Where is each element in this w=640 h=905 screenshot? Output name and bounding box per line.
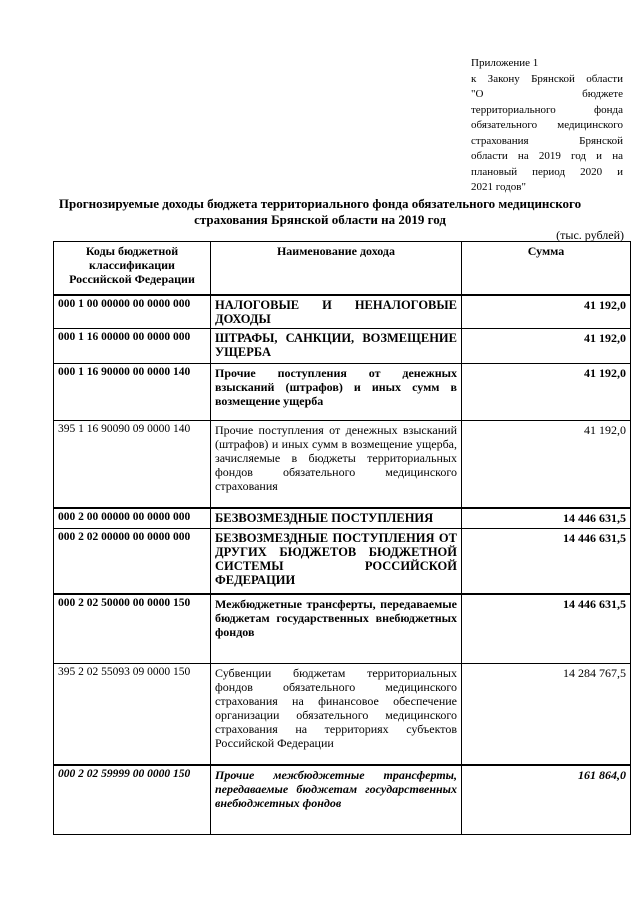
appendix-line: области на 2019 год и на (471, 150, 623, 162)
row-name: ШТРАФЫ, САНКЦИИ, ВОЗМЕЩЕНИЕ УЩЕРБА (211, 329, 462, 364)
row-sum: 161 864,0 (462, 765, 631, 835)
table-row (54, 508, 631, 529)
row-name: БЕЗВОЗМЕЗДНЫЕ ПОСТУПЛЕНИЯ (211, 508, 462, 529)
appendix-line: Приложение 1 (471, 57, 539, 69)
row-sum: 41 192,0 (462, 295, 631, 329)
row-name: Субвенции бюджетам территориальных фондов обязательного медицинского страхования на финансовое обеспечение организации обязательного медицинского страхования на территориях субъектов Российской Федерации (211, 664, 462, 766)
table-row (54, 529, 631, 595)
table-row (54, 664, 631, 766)
row-code: 000 2 00 00000 00 0000 000 (54, 508, 211, 529)
appendix-line: территориального фонда (471, 103, 623, 116)
appendix-line: плановый период 2020 и (471, 165, 623, 178)
income-table (53, 241, 631, 835)
document-title: Прогнозируемые доходы бюджета территориального фонда обязательного медицинского страхования Брянской области на 2019 год (58, 196, 582, 227)
row-code: 395 1 16 90090 09 0000 140 (54, 421, 211, 509)
appendix-line: к Закону Брянской области (471, 72, 623, 85)
row-name: БЕЗВОЗМЕЗДНЫЕ ПОСТУПЛЕНИЯ ОТ ДРУГИХ БЮДЖЕТОВ БЮДЖЕТНОЙ СИСТЕМЫ РОССИЙСКОЙ ФЕДЕРАЦИИ (211, 529, 462, 595)
table-row (54, 329, 631, 364)
appendix-block (471, 56, 623, 196)
row-sum: 14 446 631,5 (462, 529, 631, 595)
row-sum: 14 284 767,5 (462, 664, 631, 766)
header-sum: Сумма (462, 242, 631, 296)
header-name: Наименование дохода (211, 242, 462, 296)
row-code: 000 1 00 00000 00 0000 000 (54, 295, 211, 329)
table-header-row (54, 242, 631, 296)
appendix-line: страхования Брянской (471, 134, 623, 147)
appendix-line: "О бюджете (471, 88, 623, 100)
row-name: Прочие поступления от денежных взысканий (штрафов) и иных сумм в возмещение ущерба (211, 364, 462, 421)
table-row (54, 421, 631, 509)
row-code: 000 2 02 50000 00 0000 150 (54, 594, 211, 664)
row-name: Прочие поступления от денежных взысканий (штрафов) и иных сумм в возмещение ущерба, зачисляемые в бюджеты территориальных фондов обязательного медицинского страхования (211, 421, 462, 509)
appendix-line: обязательного медицинского (471, 119, 623, 131)
table-row (54, 295, 631, 329)
row-sum: 14 446 631,5 (462, 594, 631, 664)
table-row (54, 594, 631, 664)
table-row (54, 765, 631, 835)
units-label: (тыс. рублей) (556, 228, 624, 242)
row-name: НАЛОГОВЫЕ И НЕНАЛОГОВЫЕ ДОХОДЫ (211, 295, 462, 329)
row-name: Межбюджетные трансферты, передаваемые бюджетам государственных внебюджетных фондов (211, 594, 462, 664)
row-code: 000 1 16 00000 00 0000 000 (54, 329, 211, 364)
row-code: 000 2 02 00000 00 0000 000 (54, 529, 211, 595)
appendix-line: 2021 годов" (471, 181, 526, 193)
row-sum: 41 192,0 (462, 364, 631, 421)
row-code: 000 1 16 90000 00 0000 140 (54, 364, 211, 421)
row-sum: 41 192,0 (462, 329, 631, 364)
row-code: 395 2 02 55093 09 0000 150 (54, 664, 211, 766)
row-sum: 41 192,0 (462, 421, 631, 509)
row-sum: 14 446 631,5 (462, 508, 631, 529)
row-code: 000 2 02 59999 00 0000 150 (54, 765, 211, 835)
table-row (54, 364, 631, 421)
header-code: Коды бюджетной классификации Российской Федерации (54, 242, 211, 296)
row-name: Прочие межбюджетные трансферты, передаваемые бюджетам государственных внебюджетных фондов (211, 765, 462, 835)
